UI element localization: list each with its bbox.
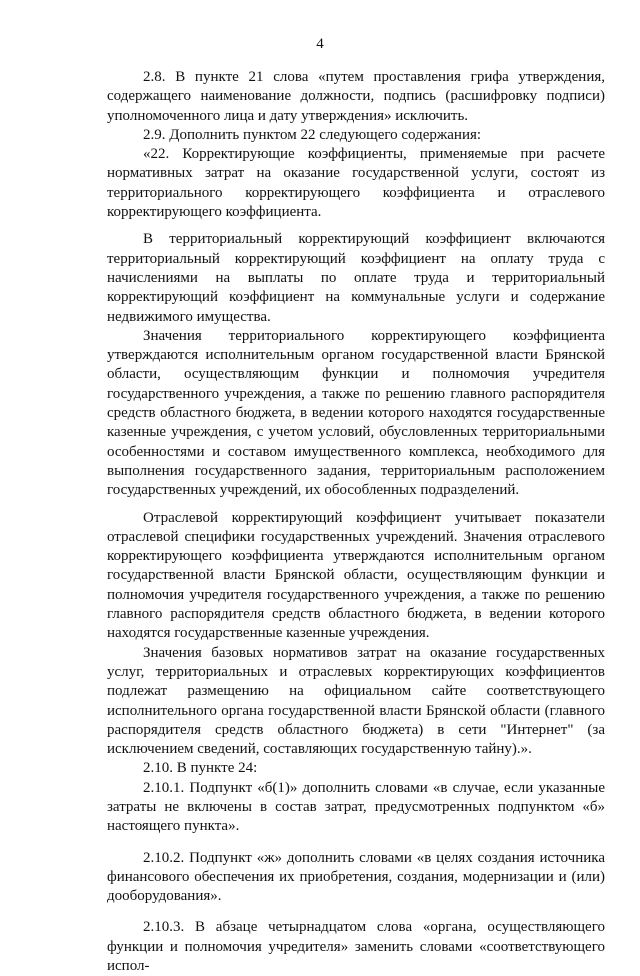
document-body	[107, 68, 605, 976]
paragraph-22-intro: «22. Корректирующие коэффициенты, применяемые при расчете нормативных затрат на оказание государственной услуги, состоят из территориального корректирующего коэффициента и отраслевого корректирующего коэффициента.	[107, 146, 605, 221]
paragraph-territorial-values: Значения территориального корректирующего коэффициента утверждаются исполнительным органом государственной власти Брянской области, осуществляющим функции и полномочия учредителя государственного учреждения, а также по решению главного распорядителя средств областного бюджета, в ведении которого находятся государственные казенные учреждения, с учетом условий, обусловленных территориальными особенностями и составом имущественного комплекса, необходимого для выполнения государственного задания, территориальным расположением государственных учреждений, их обособленных подразделений.	[107, 327, 605, 499]
paragraph-sectoral-coefficient: Отраслевой корректирующий коэффициент учитывает показатели отраслевой специфики государственных учреждений. Значения отраслевого корректирующего коэффициента утверждаются исполнительным органом государственной власти Брянской области, осуществляющим функции и полномочия учредителя государственного учреждения, а также по решению главного распорядителя средств областного бюджета, в ведении которого находятся государственные казенные учреждения.	[107, 509, 605, 642]
paragraph-2-10-2: 2.10.2. Подпункт «ж» дополнить словами «в целях создания источника финансового обеспечения их приобретения, создания, модернизации и (или) дооборудования».	[107, 849, 605, 905]
page-number: 4	[316, 36, 324, 52]
paragraph-2-8: 2.8. В пункте 21 слова «путем проставления грифа утверждения, содержащего наименование должности, подпись (расшифровку подписи) уполномоченного лица и дату утверждения» исключить.	[107, 69, 605, 124]
paragraph-2-10-1: 2.10.1. Подпункт «б(1)» дополнить словами «в случае, если указанные затраты не включены в состав затрат, предусмотренных подпунктом «б» настоящего пункта».	[107, 779, 605, 835]
paragraph-base-norms: Значения базовых нормативов затрат на оказание государственных услуг, территориальных и отраслевых корректирующих коэффициентов подлежат размещению на официальном сайте соответствующего исполнительного органа государственной власти Брянской области (главного распорядителя средств областного бюджета) в сети "Интернет" (за исключением сведений, составляющих государственную тайну).».	[107, 644, 605, 758]
paragraph-territorial-coefficient: В территориальный корректирующий коэффициент включаются территориальный корректирующий коэффициент на оплату труда с начислениями на выплаты по оплате труда и территориальный корректирующий коэффициент на коммунальные услуги и содержание недвижимого имущества.	[107, 231, 605, 325]
paragraph-2-10: 2.10. В пункте 24:	[143, 760, 258, 777]
paragraph-2-9: 2.9. Дополнить пунктом 22 следующего содержания:	[143, 126, 482, 143]
paragraph-2-10-3: 2.10.3. В абзаце четырнадцатом слова «органа, осуществляющего функции и полномочия учредителя» заменить словами «соответствующего испол-	[107, 919, 605, 975]
